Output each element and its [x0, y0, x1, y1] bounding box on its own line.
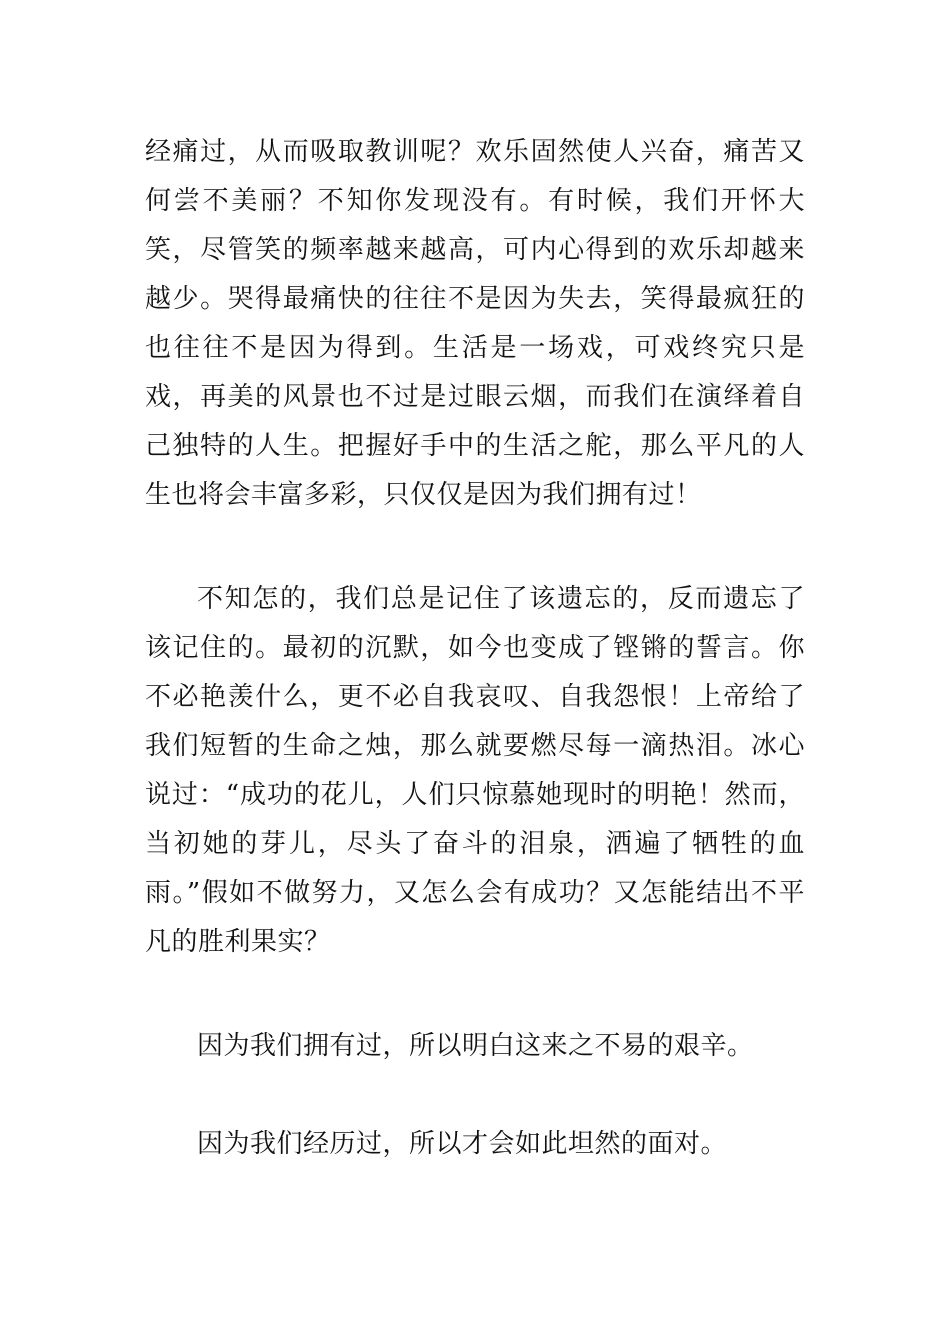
- paragraph: 不知怎的，我们总是记住了该遗忘的，反而遗忘了该记住的。最初的沉默，如今也变成了铿锵的誓言。你不必艳羡什么，更不必自我哀叹、自我怨恨！上帝给了我们短暂的生命之烛，那么就要燃尽每一滴热泪。冰心说过：“成功的花儿，人们只惊慕她现时的明艳！然而，当初她的芽儿，尽头了奋斗的泪泉，洒遍了牺牲的血雨。”假如不做努力，又怎么会有成功？又怎能结出不平凡的胜利果实？: [145, 584, 805, 957]
- paragraph-continued: 经痛过，从而吸取教训呢？欢乐固然使人兴奋，痛苦又何尝不美丽？不知你发现没有。有时候，我们开怀大笑，尽管笑的频率越来越高，可内心得到的欢乐却越来越少。哭得最痛快的往往不是因为失去，笑得最疯狂的也往往不是因为得到。生活是一场戏，可戏终究只是戏，再美的风景也不过是过眼云烟，而我们在演绎着自己独特的人生。把握好手中的生活之舵，那么平凡的人生也将会丰富多彩，只仅仅是因为我们拥有过！: [145, 137, 805, 510]
- paragraph: 因为我们经历过，所以才会如此坦然的面对。: [197, 1129, 728, 1159]
- paragraph: 因为我们拥有过，所以明白这来之不易的艰辛。: [197, 1031, 754, 1061]
